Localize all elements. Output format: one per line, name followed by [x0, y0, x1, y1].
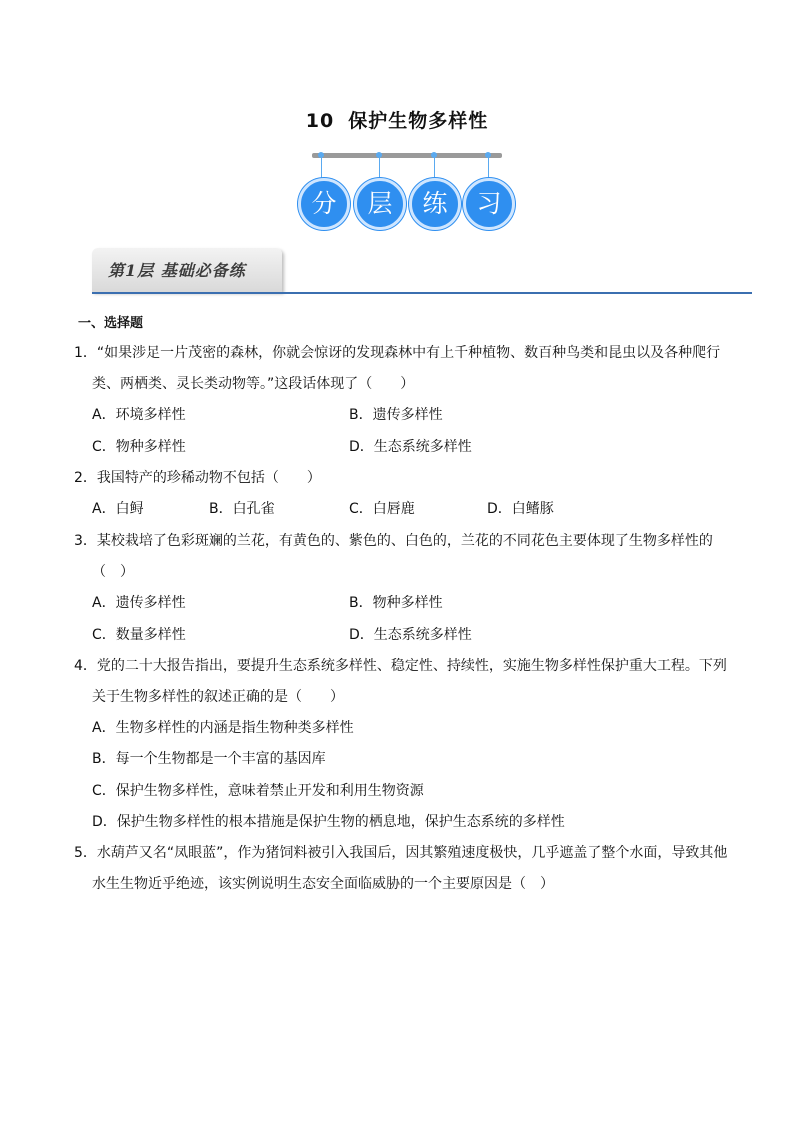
question-2-stem: 2．我国特产的珍稀动物不包括（ ） — [74, 470, 321, 486]
badge-char: 层 — [354, 178, 406, 230]
question-3-stem-line-2: （ ） — [92, 564, 134, 580]
question-1-option-b[interactable]: B．遗传多样性 — [349, 407, 443, 423]
badge-char: 分 — [298, 178, 350, 230]
lesson-number: 10 — [305, 110, 335, 132]
question-4-option-c[interactable]: C．保护生物多样性，意味着禁止开发和利用生物资源 — [92, 783, 424, 799]
question-1-option-d[interactable]: D．生态系统多样性 — [349, 439, 472, 455]
section-heading: 一、选择题 — [78, 316, 144, 331]
question-4-option-a[interactable]: A．生物多样性的内涵是指生物种类多样性 — [92, 720, 354, 736]
question-3-option-c[interactable]: C．数量多样性 — [92, 627, 186, 643]
badge-char: 习 — [463, 178, 515, 230]
question-1-stem-line-2: 类、两栖类、灵长类动物等。”这段话体现了（ ） — [92, 376, 415, 392]
hanger-rod — [312, 153, 502, 158]
question-5-stem-line-2: 水生生物近乎绝迹，该实例说明生态安全面临威胁的一个主要原因是（ ） — [92, 876, 554, 892]
question-5-stem-line-1: 5．水葫芦又名“凤眼蓝”，作为猪饲料被引入我国后，因其繁殖速度极快，几乎遮盖了整个水面，导致其他 — [74, 845, 728, 861]
question-1-stem-line-1: 1．“如果涉足一片茂密的森林，你就会惊讶的发现森林中有上千种植物、数百种鸟类和昆虫以及各种爬行 — [74, 345, 721, 361]
hanger-string — [434, 158, 435, 180]
lesson-title: 保护生物多样性 — [348, 110, 489, 132]
question-4-stem-line-1: 4．党的二十大报告指出，要提升生态系统多样性、稳定性、持续性，实施生物多样性保护重大工程。下列 — [74, 658, 727, 674]
question-2-option-c[interactable]: C．白唇鹿 — [349, 501, 415, 517]
level-tab-label: 第1层 基础必备练 — [108, 261, 246, 280]
hanger-string — [321, 158, 322, 180]
question-2-option-a[interactable]: A．白鲟 — [92, 501, 144, 517]
question-1-option-c[interactable]: C．物种多样性 — [92, 439, 186, 455]
question-4-option-d[interactable]: D．保护生物多样性的根本措施是保护生物的栖息地，保护生态系统的多样性 — [92, 814, 565, 830]
question-3-option-d[interactable]: D．生态系统多样性 — [349, 627, 472, 643]
badge-char: 练 — [409, 178, 461, 230]
page-title — [0, 106, 794, 133]
question-2-option-b[interactable]: B．白孔雀 — [209, 501, 275, 517]
hanger-string — [488, 158, 489, 180]
question-2-option-d[interactable]: D．白鳍豚 — [487, 501, 554, 517]
question-3-option-b[interactable]: B．物种多样性 — [349, 595, 443, 611]
question-3-stem-line-1: 3．某校栽培了色彩斑斓的兰花，有黄色的、紫色的、白色的，兰花的不同花色主要体现了生物多样性的 — [74, 533, 713, 549]
hanger-string — [379, 158, 380, 180]
question-4-option-b[interactable]: B．每一个生物都是一个丰富的基因库 — [92, 751, 326, 767]
question-1-option-a[interactable]: A．环境多样性 — [92, 407, 186, 423]
question-3-option-a[interactable]: A．遗传多样性 — [92, 595, 186, 611]
divider — [92, 292, 752, 294]
question-4-stem-line-2: 关于生物多样性的叙述正确的是（ ） — [92, 689, 344, 705]
